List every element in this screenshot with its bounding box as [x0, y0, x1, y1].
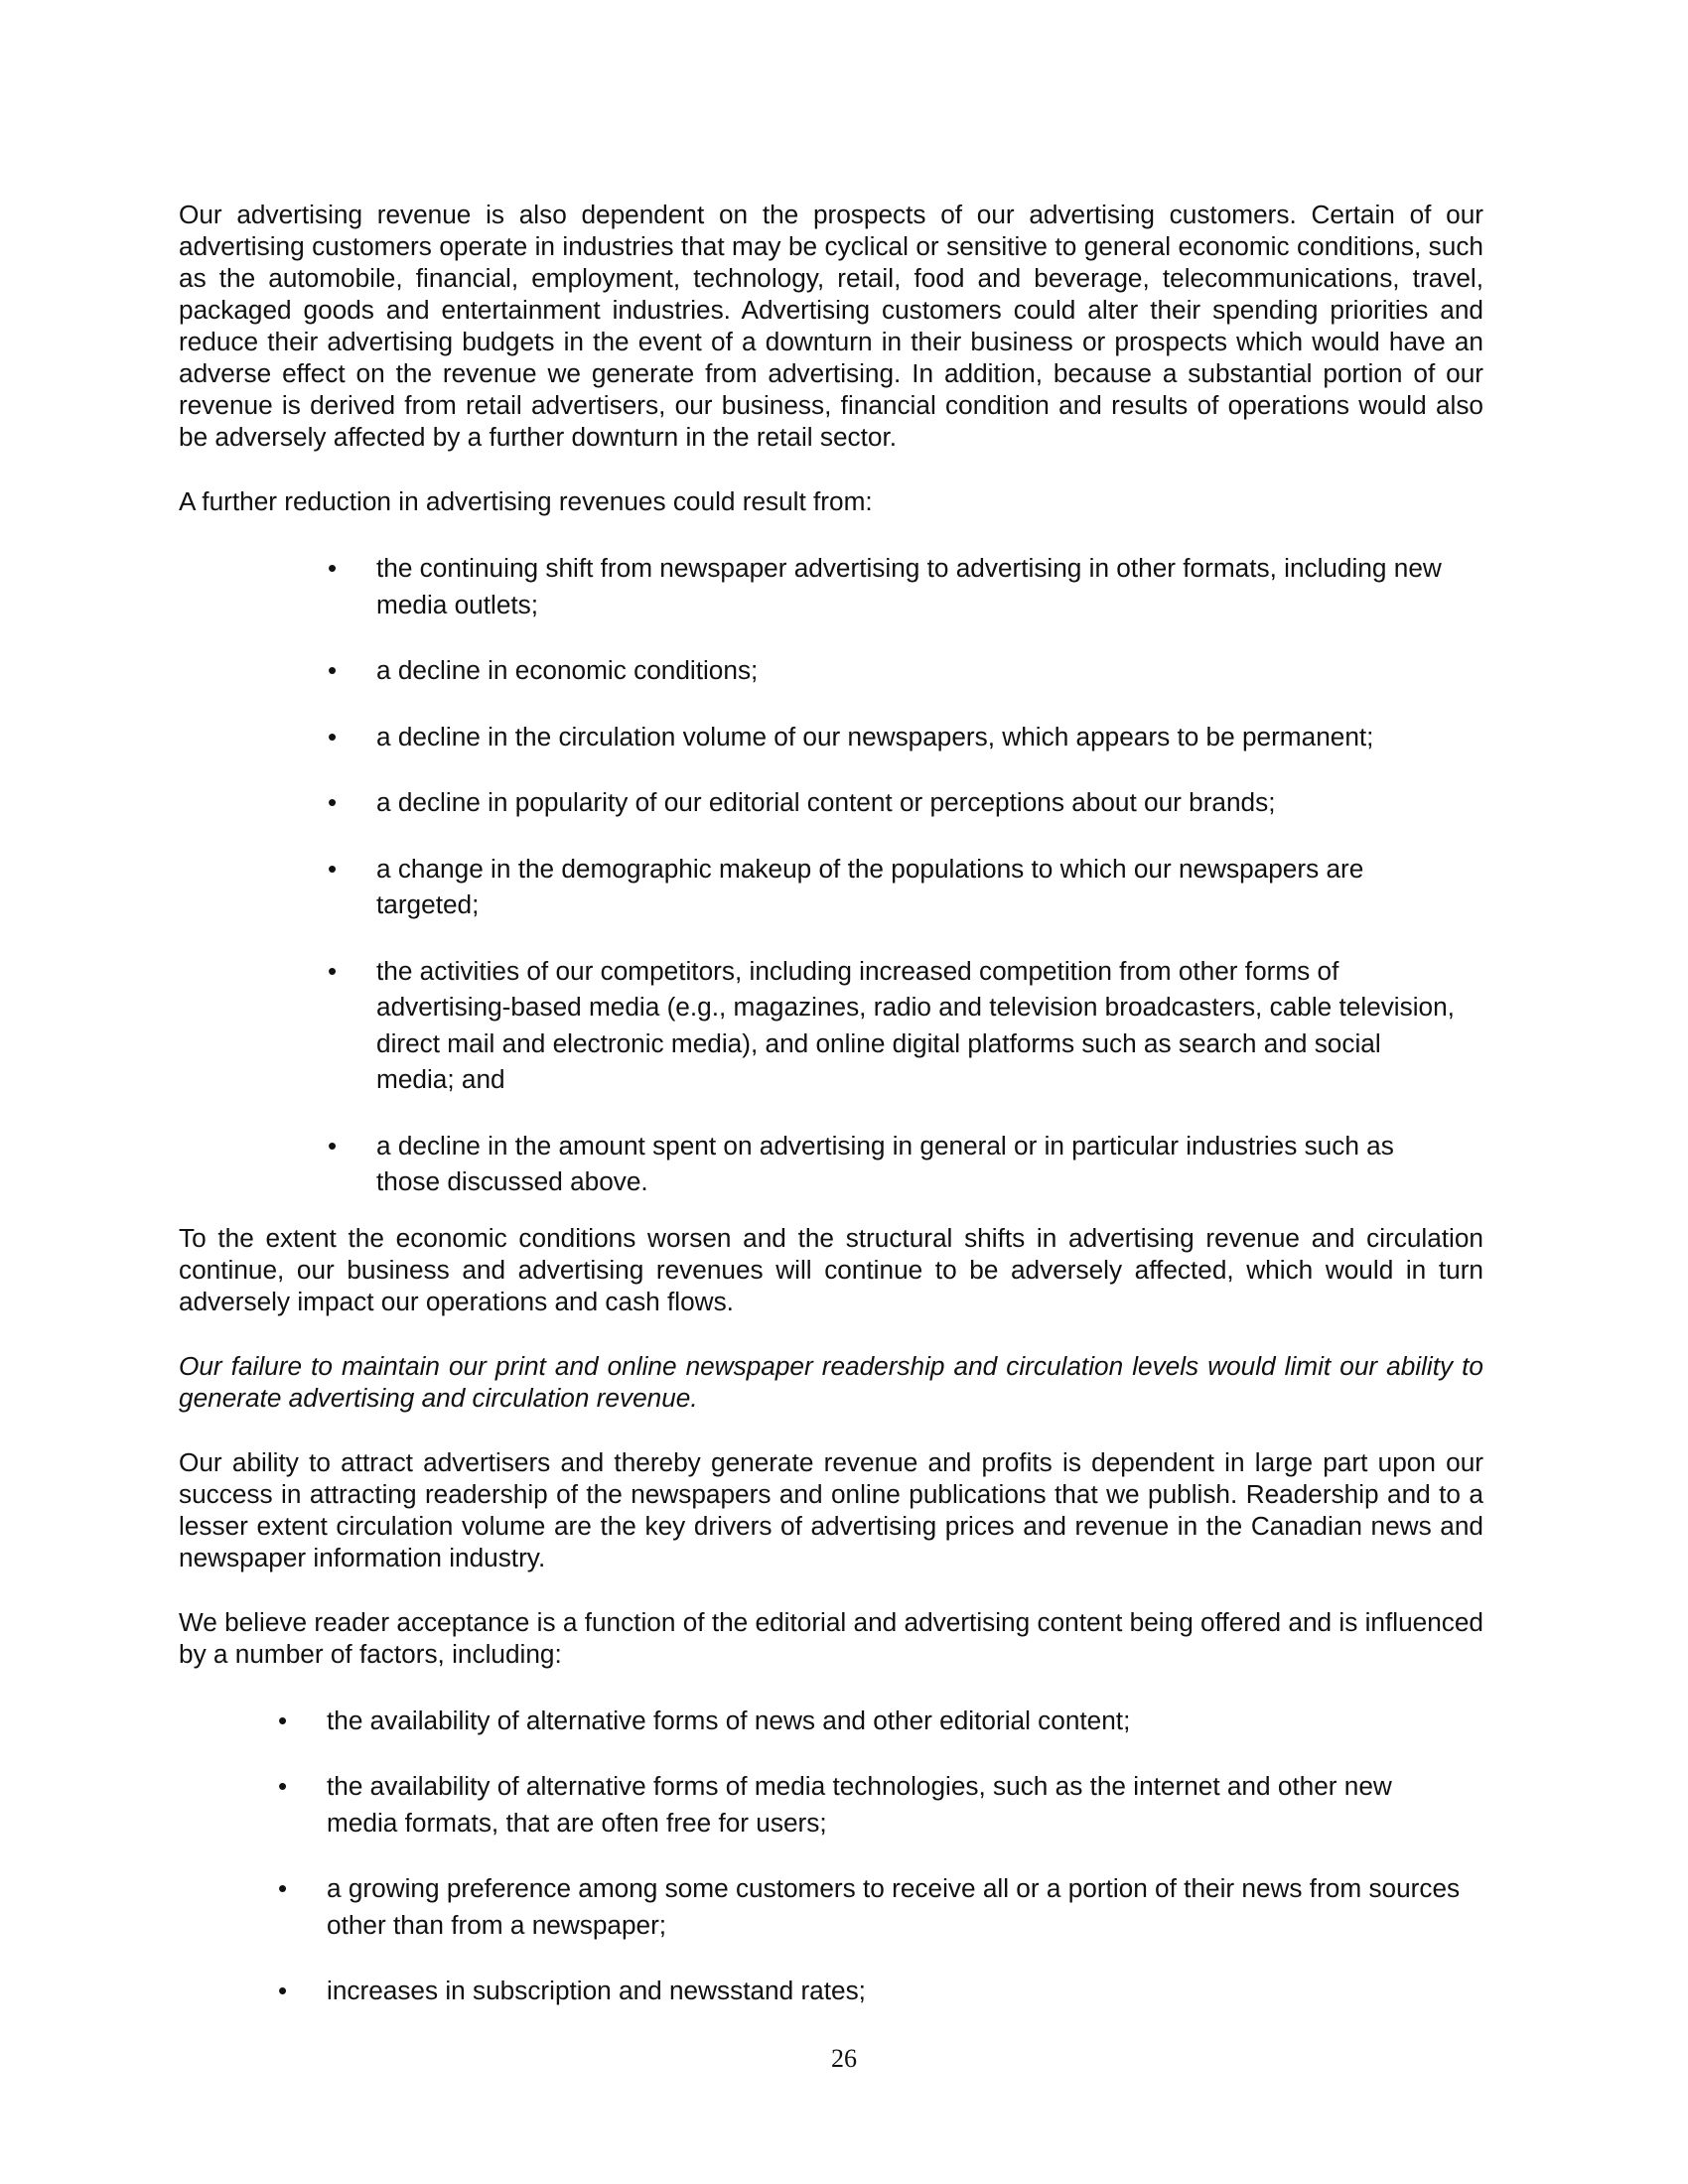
list-item-text: the continuing shift from newspaper advertising to advertising in other formats, including new media outlets; [376, 553, 1442, 619]
bullet-icon: • [278, 1976, 288, 2005]
list-item [179, 1973, 1483, 2009]
bullet-icon: • [328, 721, 338, 751]
list-item [179, 953, 1483, 1098]
paragraph-reader-acceptance: We believe reader acceptance is a function of the editorial and advertising content being offered and is influenced by a number of factors, including: [179, 1606, 1483, 1669]
bullet-icon: • [278, 1705, 288, 1735]
list-item-text: a decline in popularity of our editorial content or perceptions about our brands; [376, 787, 1276, 817]
paragraph-advertising-customers: Our advertising revenue is also dependent on the prospects of our advertising customers. Certain of our advertising customers operate in industries that may be cyclical or sensitive to general economic conditions, such as the automobile, financial, employment, technology, retail, food and beverage, telecommunications, travel, packaged goods and entertainment industries. Advertising customers could alter their spending priorities and reduce their advertising budgets in the event of a downturn in their business or prospects which would have an adverse effect on the revenue we generate from advertising. In addition, because a substantial portion of our revenue is derived from retail advertisers, our business, financial condition and results of operations would also be adversely affected by a further downturn in the retail sector. [179, 200, 1483, 452]
page-content [179, 199, 1483, 2039]
bullet-icon: • [278, 1771, 288, 1801]
section-heading: Our failure to maintain our print and online newspaper readership and circulation levels would limit our ability to generate advertising and circulation revenue. [179, 1350, 1483, 1413]
list-item [179, 1768, 1483, 1841]
bullet-icon: • [278, 1873, 288, 1903]
list-item [179, 1870, 1483, 1943]
list-item-text: a decline in the amount spent on advertising in general or in particular industries such as those discussed above. [376, 1130, 1394, 1196]
list-item-text: a decline in economic conditions; [376, 655, 759, 685]
list-item-text: a decline in the circulation volume of our newspapers, which appears to be permanent; [376, 721, 1374, 751]
paragraph-economic-conditions: To the extent the economic conditions worsen and the structural shifts in advertising revenue and circulation continue, our business and advertising revenues will continue to be adversely affected, which would in turn adversely impact our operations and cash flows. [179, 1222, 1483, 1316]
list-item [179, 1128, 1483, 1200]
bullet-icon: • [328, 1130, 338, 1160]
paragraph-readership: Our ability to attract advertisers and thereby generate revenue and profits is dependent in large part upon our success in attracting readership of the newspapers and online publications that we publish. Readership and to a lesser extent circulation volume are the key drivers of advertising prices and revenue in the Canadian news and newspaper information industry. [179, 1446, 1483, 1572]
advertising-risk-list [179, 550, 1483, 1200]
list-item-text: increases in subscription and newsstand rates; [327, 1976, 866, 2005]
bullet-icon: • [328, 853, 338, 884]
page-number: 26 [831, 2044, 857, 2073]
list-item-text: the availability of alternative forms of news and other editorial content; [327, 1705, 1131, 1735]
bullet-icon: • [328, 553, 338, 583]
list-item [179, 719, 1483, 755]
list-item [179, 784, 1483, 821]
list-item [179, 1703, 1483, 1739]
list-item [179, 851, 1483, 923]
list-item-text: a growing preference among some customers to receive all or a portion of their news from sources other than from a newspaper; [327, 1873, 1461, 1940]
bullet-icon: • [328, 787, 338, 817]
bullet-icon: • [328, 655, 338, 685]
bullet-icon: • [328, 955, 338, 986]
list-item-text: a change in the demographic makeup of the populations to which our newspapers are targeted; [376, 853, 1364, 919]
list-item-text: the activities of our competitors, including increased competition from other forms of advertising-based media (e.g., magazines, radio and television broadcasters, cable television, direct mail and electronic media), and online digital platforms such as search and social media; and [376, 955, 1455, 1094]
list-item [179, 550, 1483, 622]
paragraph-reduction-intro: A further reduction in advertising revenues could result from: [179, 486, 873, 516]
list-item-text: the availability of alternative forms of media technologies, such as the internet and other new media formats, that are often free for users; [327, 1771, 1392, 1838]
reader-acceptance-factors-list [179, 1703, 1483, 2009]
list-item [179, 652, 1483, 689]
